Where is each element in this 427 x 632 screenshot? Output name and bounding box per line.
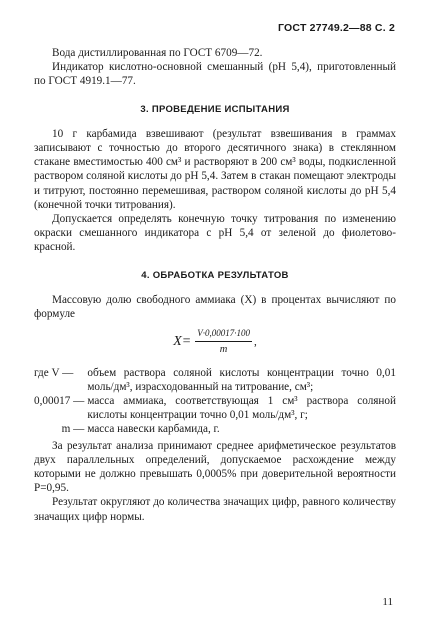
formula-lhs: X= [173,333,192,349]
section-3-paragraph-2: Допускается определять конечную точку титрования по изменению окраски смешанного индикатора с pH 5,4 от зеленой до фиолетово-красной. [34,213,396,254]
formula-numerator: V·0,00017·100 [195,326,252,342]
definition-row [34,394,396,422]
definition-text: масса навески карбамида, г. [87,423,220,436]
section-3-heading: 3. ПРОВЕДЕНИЕ ИСПЫТАНИЯ [140,103,290,115]
document-body [34,46,396,524]
page-number: 11 [382,596,393,608]
formula-end: , [253,335,257,348]
section-3-paragraph-1: 10 г карбамида взвешивают (результат взвешивания в граммах записывают с точностью до второго десятичного знака) в стеклянном стакане вместимостью 400 см³ и растворяют в 200 см³ воды, подкисленной раствором соляной кислоты до pH 5,4. Затем в стакан помещают электроды и титруют, постоянно перемешивая, раствором соляной кислоты до pH 5,4 (конечной точки титрования). [34,127,396,211]
definition-row [34,366,396,394]
intro-line-water: Вода дистиллированная по ГОСТ 6709—72. [52,47,263,59]
definition-term: 0,00017 — [34,395,85,408]
section-4-paragraph-3: Результат округляют до количества значащих цифр, равного количеству значащих цифр нормы. [34,496,396,523]
definition-text: объем раствора соляной кислоты концентрации точно 0,01 моль/дм³, израсходованный на титрование, см³; [87,366,396,393]
definition-row [34,422,396,436]
formula [34,326,396,357]
section-4-paragraph-2: За результат анализа принимают среднее арифметическое результатов двух параллельных определений, допускаемое расхождение между которыми не должно превышать 0,0005% при доверительной вероятности P=0,95. [34,439,396,495]
intro-line-indicator: Индикатор кислотно-основной смешанный (pH 5,4), приготовленный по ГОСТ 4919.1—77. [34,61,396,88]
definition-text: масса аммиака, соответствующая 1 см³ раствора соляной кислоты концентрации точно 0,01 моль/дм³, г; [87,395,396,422]
variable-definitions [34,366,396,437]
definition-term: m — [61,423,85,436]
formula-denominator: m [219,344,228,356]
section-4-heading: 4. ОБРАБОТКА РЕЗУЛЬТАТОВ [141,269,289,281]
section-4-paragraph-1: Массовую долю свободного аммиака (X) в процентах вычисляют по формуле [34,293,396,321]
formula-fraction [195,326,252,357]
definition-term: где V — [34,366,74,379]
page-header: ГОСТ 27749.2—88 С. 2 [278,22,395,34]
